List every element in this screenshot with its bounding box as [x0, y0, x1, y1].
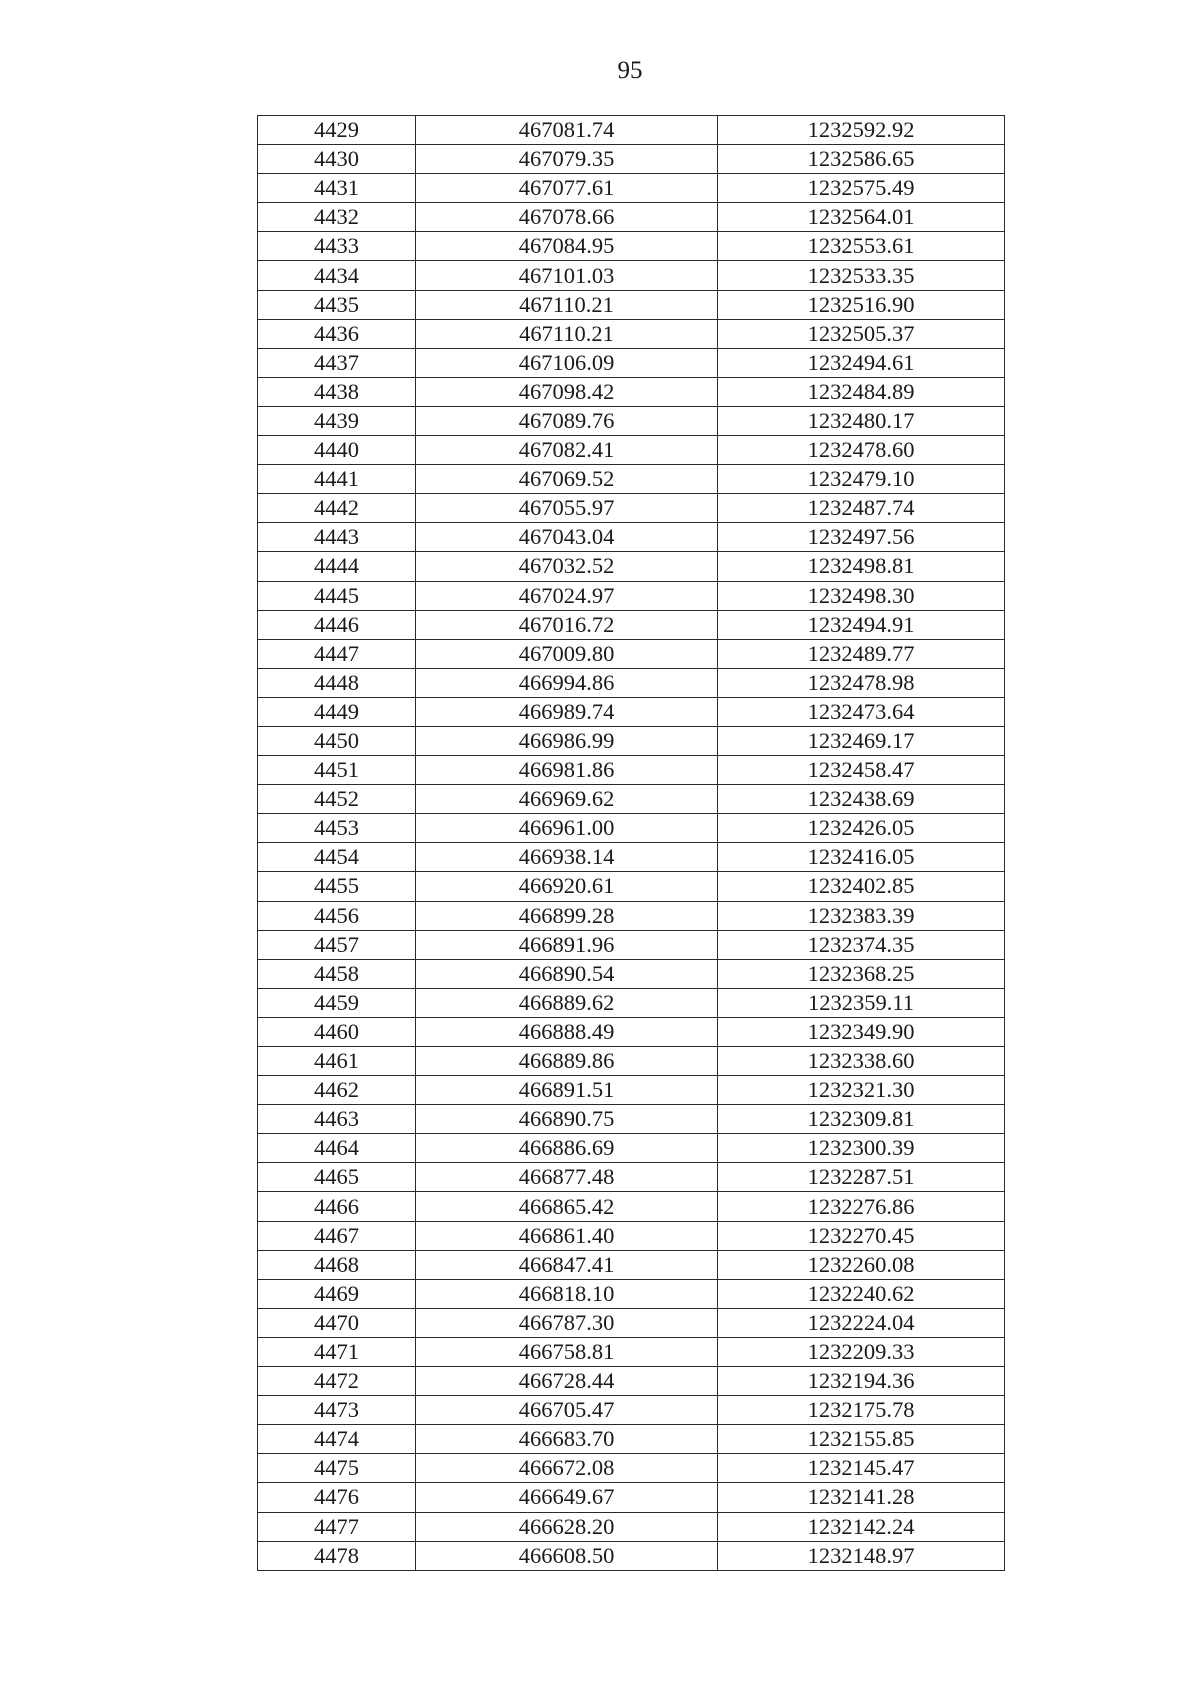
x-coordinate-cell: 466994.86 — [416, 668, 718, 697]
y-coordinate-cell: 1232478.98 — [718, 668, 1005, 697]
x-coordinate-cell: 467078.66 — [416, 203, 718, 232]
table-row — [258, 1076, 1005, 1105]
table-row — [258, 1308, 1005, 1337]
table-row — [258, 1396, 1005, 1425]
table-row — [258, 319, 1005, 348]
page-number: 95 — [617, 57, 643, 84]
x-coordinate-cell: 466818.10 — [416, 1279, 718, 1308]
x-coordinate-cell: 467089.76 — [416, 406, 718, 435]
y-coordinate-cell: 1232209.33 — [718, 1337, 1005, 1366]
point-number-cell: 4447 — [258, 639, 416, 668]
point-number-cell: 4433 — [258, 232, 416, 261]
y-coordinate-cell: 1232383.39 — [718, 901, 1005, 930]
x-coordinate-cell: 467024.97 — [416, 581, 718, 610]
y-coordinate-cell: 1232359.11 — [718, 988, 1005, 1017]
y-coordinate-cell: 1232498.30 — [718, 581, 1005, 610]
x-coordinate-cell: 467077.61 — [416, 174, 718, 203]
y-coordinate-cell: 1232487.74 — [718, 494, 1005, 523]
x-coordinate-cell: 466969.62 — [416, 785, 718, 814]
x-coordinate-cell: 466891.96 — [416, 930, 718, 959]
point-number-cell: 4478 — [258, 1541, 416, 1570]
y-coordinate-cell: 1232479.10 — [718, 465, 1005, 494]
table-row — [258, 697, 1005, 726]
point-number-cell: 4441 — [258, 465, 416, 494]
y-coordinate-cell: 1232338.60 — [718, 1047, 1005, 1076]
y-coordinate-cell: 1232505.37 — [718, 319, 1005, 348]
x-coordinate-cell: 466920.61 — [416, 872, 718, 901]
y-coordinate-cell: 1232553.61 — [718, 232, 1005, 261]
x-coordinate-cell: 466672.08 — [416, 1454, 718, 1483]
point-number-cell: 4474 — [258, 1425, 416, 1454]
x-coordinate-cell: 466865.42 — [416, 1192, 718, 1221]
table-row — [258, 610, 1005, 639]
table-row — [258, 261, 1005, 290]
table-row — [258, 1017, 1005, 1046]
y-coordinate-cell: 1232533.35 — [718, 261, 1005, 290]
x-coordinate-cell: 467082.41 — [416, 436, 718, 465]
y-coordinate-cell: 1232402.85 — [718, 872, 1005, 901]
x-coordinate-cell: 466861.40 — [416, 1221, 718, 1250]
table-row — [258, 756, 1005, 785]
x-coordinate-cell: 467032.52 — [416, 552, 718, 581]
y-coordinate-cell: 1232145.47 — [718, 1454, 1005, 1483]
table-row — [258, 1337, 1005, 1366]
table-row — [258, 785, 1005, 814]
point-number-cell: 4438 — [258, 377, 416, 406]
y-coordinate-cell: 1232575.49 — [718, 174, 1005, 203]
table-row — [258, 1250, 1005, 1279]
table-row — [258, 872, 1005, 901]
point-number-cell: 4429 — [258, 116, 416, 145]
point-number-cell: 4467 — [258, 1221, 416, 1250]
y-coordinate-cell: 1232141.28 — [718, 1483, 1005, 1512]
y-coordinate-cell: 1232224.04 — [718, 1308, 1005, 1337]
table-row — [258, 1512, 1005, 1541]
point-number-cell: 4473 — [258, 1396, 416, 1425]
x-coordinate-cell: 467098.42 — [416, 377, 718, 406]
point-number-cell: 4446 — [258, 610, 416, 639]
x-coordinate-cell: 466890.54 — [416, 959, 718, 988]
y-coordinate-cell: 1232374.35 — [718, 930, 1005, 959]
x-coordinate-cell: 466886.69 — [416, 1134, 718, 1163]
table-row — [258, 552, 1005, 581]
point-number-cell: 4434 — [258, 261, 416, 290]
y-coordinate-cell: 1232494.61 — [718, 348, 1005, 377]
table-row — [258, 1454, 1005, 1483]
y-coordinate-cell: 1232309.81 — [718, 1105, 1005, 1134]
x-coordinate-cell: 466890.75 — [416, 1105, 718, 1134]
x-coordinate-cell: 467084.95 — [416, 232, 718, 261]
y-coordinate-cell: 1232564.01 — [718, 203, 1005, 232]
point-number-cell: 4439 — [258, 406, 416, 435]
x-coordinate-cell: 467110.21 — [416, 290, 718, 319]
table-row — [258, 174, 1005, 203]
table-row — [258, 988, 1005, 1017]
table-row — [258, 1425, 1005, 1454]
y-coordinate-cell: 1232194.36 — [718, 1367, 1005, 1396]
y-coordinate-cell: 1232438.69 — [718, 785, 1005, 814]
x-coordinate-cell: 466899.28 — [416, 901, 718, 930]
table-row — [258, 1105, 1005, 1134]
y-coordinate-cell: 1232349.90 — [718, 1017, 1005, 1046]
y-coordinate-cell: 1232175.78 — [718, 1396, 1005, 1425]
x-coordinate-cell: 467081.74 — [416, 116, 718, 145]
y-coordinate-cell: 1232516.90 — [718, 290, 1005, 319]
y-coordinate-cell: 1232300.39 — [718, 1134, 1005, 1163]
point-number-cell: 4448 — [258, 668, 416, 697]
x-coordinate-cell: 466847.41 — [416, 1250, 718, 1279]
table-row — [258, 1367, 1005, 1396]
point-number-cell: 4430 — [258, 145, 416, 174]
table-row — [258, 581, 1005, 610]
y-coordinate-cell: 1232498.81 — [718, 552, 1005, 581]
x-coordinate-cell: 466608.50 — [416, 1541, 718, 1570]
x-coordinate-cell: 466981.86 — [416, 756, 718, 785]
x-coordinate-cell: 466649.67 — [416, 1483, 718, 1512]
point-number-cell: 4436 — [258, 319, 416, 348]
point-number-cell: 4460 — [258, 1017, 416, 1046]
point-number-cell: 4450 — [258, 726, 416, 755]
point-number-cell: 4431 — [258, 174, 416, 203]
table-row — [258, 1279, 1005, 1308]
point-number-cell: 4477 — [258, 1512, 416, 1541]
y-coordinate-cell: 1232497.56 — [718, 523, 1005, 552]
x-coordinate-cell: 466728.44 — [416, 1367, 718, 1396]
y-coordinate-cell: 1232321.30 — [718, 1076, 1005, 1105]
point-number-cell: 4443 — [258, 523, 416, 552]
coordinates-table — [257, 115, 1005, 1571]
x-coordinate-cell: 467009.80 — [416, 639, 718, 668]
point-number-cell: 4442 — [258, 494, 416, 523]
table-row — [258, 436, 1005, 465]
point-number-cell: 4459 — [258, 988, 416, 1017]
table-row — [258, 348, 1005, 377]
x-coordinate-cell: 466989.74 — [416, 697, 718, 726]
table-row — [258, 290, 1005, 319]
x-coordinate-cell: 467110.21 — [416, 319, 718, 348]
x-coordinate-cell: 466787.30 — [416, 1308, 718, 1337]
point-number-cell: 4457 — [258, 930, 416, 959]
y-coordinate-cell: 1232592.92 — [718, 116, 1005, 145]
point-number-cell: 4471 — [258, 1337, 416, 1366]
table-row — [258, 465, 1005, 494]
point-number-cell: 4476 — [258, 1483, 416, 1512]
table-row — [258, 1134, 1005, 1163]
table-row — [258, 1221, 1005, 1250]
point-number-cell: 4452 — [258, 785, 416, 814]
x-coordinate-cell: 466888.49 — [416, 1017, 718, 1046]
x-coordinate-cell: 467079.35 — [416, 145, 718, 174]
x-coordinate-cell: 466705.47 — [416, 1396, 718, 1425]
table-row — [258, 668, 1005, 697]
x-coordinate-cell: 466758.81 — [416, 1337, 718, 1366]
coordinates-table-body — [258, 116, 1005, 1571]
y-coordinate-cell: 1232480.17 — [718, 406, 1005, 435]
x-coordinate-cell: 466889.86 — [416, 1047, 718, 1076]
point-number-cell: 4475 — [258, 1454, 416, 1483]
x-coordinate-cell: 466877.48 — [416, 1163, 718, 1192]
point-number-cell: 4432 — [258, 203, 416, 232]
point-number-cell: 4451 — [258, 756, 416, 785]
y-coordinate-cell: 1232494.91 — [718, 610, 1005, 639]
table-row — [258, 1047, 1005, 1076]
table-row — [258, 959, 1005, 988]
x-coordinate-cell: 466938.14 — [416, 843, 718, 872]
y-coordinate-cell: 1232484.89 — [718, 377, 1005, 406]
y-coordinate-cell: 1232287.51 — [718, 1163, 1005, 1192]
x-coordinate-cell: 466683.70 — [416, 1425, 718, 1454]
point-number-cell: 4440 — [258, 436, 416, 465]
y-coordinate-cell: 1232142.24 — [718, 1512, 1005, 1541]
point-number-cell: 4468 — [258, 1250, 416, 1279]
y-coordinate-cell: 1232155.85 — [718, 1425, 1005, 1454]
table-row — [258, 930, 1005, 959]
point-number-cell: 4461 — [258, 1047, 416, 1076]
y-coordinate-cell: 1232240.62 — [718, 1279, 1005, 1308]
x-coordinate-cell: 466961.00 — [416, 814, 718, 843]
table-row — [258, 1541, 1005, 1570]
point-number-cell: 4470 — [258, 1308, 416, 1337]
point-number-cell: 4453 — [258, 814, 416, 843]
table-row — [258, 1483, 1005, 1512]
point-number-cell: 4472 — [258, 1367, 416, 1396]
point-number-cell: 4465 — [258, 1163, 416, 1192]
y-coordinate-cell: 1232426.05 — [718, 814, 1005, 843]
table-row — [258, 232, 1005, 261]
table-row — [258, 1192, 1005, 1221]
table-row — [258, 843, 1005, 872]
y-coordinate-cell: 1232489.77 — [718, 639, 1005, 668]
point-number-cell: 4455 — [258, 872, 416, 901]
y-coordinate-cell: 1232473.64 — [718, 697, 1005, 726]
point-number-cell: 4462 — [258, 1076, 416, 1105]
table-row — [258, 901, 1005, 930]
y-coordinate-cell: 1232368.25 — [718, 959, 1005, 988]
table-row — [258, 639, 1005, 668]
y-coordinate-cell: 1232586.65 — [718, 145, 1005, 174]
x-coordinate-cell: 467043.04 — [416, 523, 718, 552]
table-row — [258, 726, 1005, 755]
table-row — [258, 1163, 1005, 1192]
table-row — [258, 523, 1005, 552]
x-coordinate-cell: 467016.72 — [416, 610, 718, 639]
x-coordinate-cell: 466628.20 — [416, 1512, 718, 1541]
point-number-cell: 4469 — [258, 1279, 416, 1308]
point-number-cell: 4466 — [258, 1192, 416, 1221]
y-coordinate-cell: 1232416.05 — [718, 843, 1005, 872]
point-number-cell: 4435 — [258, 290, 416, 319]
y-coordinate-cell: 1232458.47 — [718, 756, 1005, 785]
point-number-cell: 4454 — [258, 843, 416, 872]
point-number-cell: 4437 — [258, 348, 416, 377]
point-number-cell: 4463 — [258, 1105, 416, 1134]
table-row — [258, 494, 1005, 523]
y-coordinate-cell: 1232148.97 — [718, 1541, 1005, 1570]
point-number-cell: 4456 — [258, 901, 416, 930]
y-coordinate-cell: 1232478.60 — [718, 436, 1005, 465]
y-coordinate-cell: 1232469.17 — [718, 726, 1005, 755]
table-row — [258, 406, 1005, 435]
table-row — [258, 377, 1005, 406]
point-number-cell: 4449 — [258, 697, 416, 726]
table-row — [258, 145, 1005, 174]
point-number-cell: 4464 — [258, 1134, 416, 1163]
table-row — [258, 203, 1005, 232]
point-number-cell: 4458 — [258, 959, 416, 988]
x-coordinate-cell: 466986.99 — [416, 726, 718, 755]
x-coordinate-cell: 467069.52 — [416, 465, 718, 494]
point-number-cell: 4444 — [258, 552, 416, 581]
table-row — [258, 116, 1005, 145]
y-coordinate-cell: 1232270.45 — [718, 1221, 1005, 1250]
y-coordinate-cell: 1232276.86 — [718, 1192, 1005, 1221]
x-coordinate-cell: 467106.09 — [416, 348, 718, 377]
table-row — [258, 814, 1005, 843]
x-coordinate-cell: 467055.97 — [416, 494, 718, 523]
x-coordinate-cell: 467101.03 — [416, 261, 718, 290]
point-number-cell: 4445 — [258, 581, 416, 610]
x-coordinate-cell: 466889.62 — [416, 988, 718, 1017]
y-coordinate-cell: 1232260.08 — [718, 1250, 1005, 1279]
x-coordinate-cell: 466891.51 — [416, 1076, 718, 1105]
